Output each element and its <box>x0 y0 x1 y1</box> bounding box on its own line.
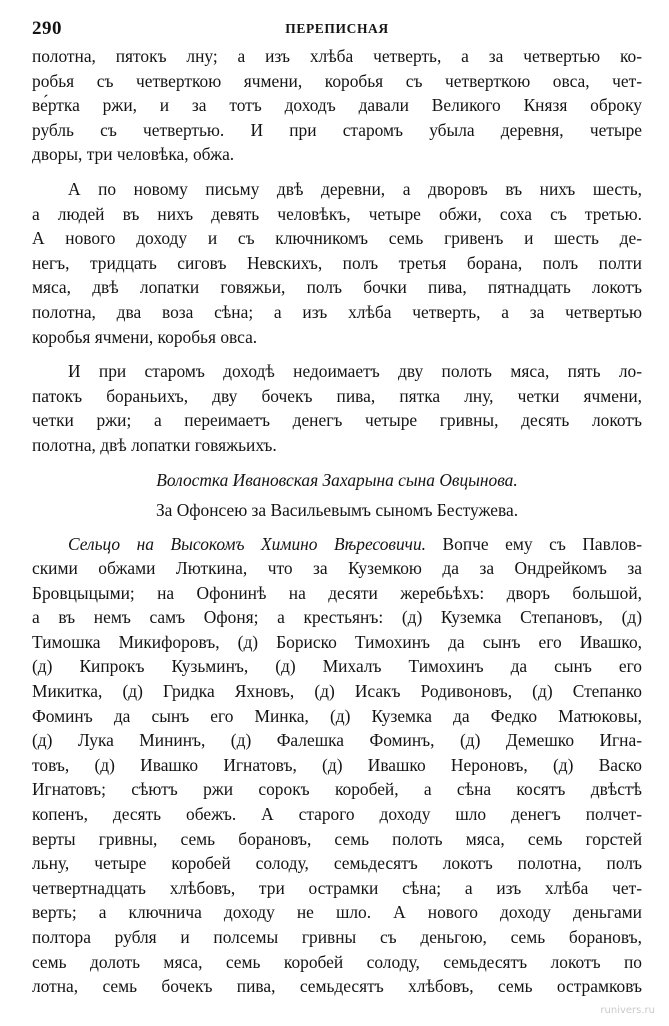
text-line: верты гривны, семь борановъ, семь полоть мяса, семь горстей <box>32 828 642 849</box>
text-line: полотна, два воза сѣна; а изъ хлѣба четверть, а за четвертью <box>32 301 642 322</box>
text-line: Тимошка Микифоровъ, (д) Бориско Тимохинъ да сынъ его Ивашко, <box>32 631 642 652</box>
text-line: (д) Кипрокъ Кузьминъ, (д) Михалъ Тимохинъ да сынъ его <box>32 656 642 677</box>
text-line: мяса, двѣ лопатки говяжьи, полъ бочки пива, пятнадцать локотъ <box>32 277 642 298</box>
text-line: товъ, (д) Ивашко Игнатовъ, (д) Ивашко Нероновъ, (д) Васко <box>32 754 642 775</box>
paragraph-1 <box>32 44 642 167</box>
paragraph-2 <box>32 177 642 349</box>
text-line: полотна, пятокъ лну; а изъ хлѣба четверть, а за четвертью ко- <box>32 46 642 66</box>
text-fragment: Вопче ему съ Павлов- <box>426 533 642 554</box>
text-line: скими обжами Люткина, что за Куземкою да за Ондрейкомъ за <box>32 558 642 579</box>
text-line: Микитка, (д) Гридка Яхновъ, (д) Исакъ Родивоновъ, (д) Степанко <box>32 681 642 702</box>
text-line: четвертнадцать хлѣбовъ, три острамки сѣна; а изъ хлѣба чет- <box>32 877 642 898</box>
text-line: дворы, три человѣка, обжа. <box>32 144 235 165</box>
text-line: (д) Лука Мининъ, (д) Фалешка Фоминъ, (д) Демешко Игна- <box>32 730 642 751</box>
text-line: лотна, семь бочекъ пива, семьдесятъ хлѣбовъ, семь острамковъ <box>32 976 642 997</box>
watermark: runivers.ru <box>600 1005 655 1016</box>
text-line: семь долоть мяса, семь коробей солоду, семьдесятъ локотъ по <box>32 951 642 972</box>
paragraph-4 <box>32 532 642 999</box>
text-line: И при старомъ доходѣ недоимаетъ дву полоть мяса, пять ло- <box>68 361 642 382</box>
text-line: четки ржи; а переимаетъ денегъ четыре гривны, десять локотъ <box>32 410 642 431</box>
text-line: верть; а ключнича доходу не шло. А нового доходу деньгами <box>32 902 642 923</box>
text-line: Бровцыцыми; на Офонинѣ на десяти жеребьѣхъ: дворъ большой, <box>32 582 642 603</box>
text-line: коробья ячмени, коробья овса. <box>32 326 258 347</box>
section-heading: Волостка Ивановская Захарына сына Овцынова. <box>156 469 518 490</box>
book-page <box>32 18 642 999</box>
running-title: ПЕРЕПИСНАЯ <box>285 21 389 36</box>
page-number: 290 <box>32 18 62 39</box>
text-line <box>32 532 642 557</box>
place-name: Сельцо на Высокомъ Химино Вѣресовичи. <box>68 533 426 554</box>
text-line: а въ немъ самъ Офоня; а крестьянъ: (д) Куземка Степановъ, (д) <box>32 607 642 628</box>
text-line: рубль съ четвертью. И при старомъ убыла деревня, четыре <box>32 119 642 140</box>
text-line: ве́ртка ржи, и за тотъ доходъ давали Великого Князя оброку <box>32 95 642 116</box>
text-line: Игнатовъ; сѣютъ ржи сорокъ коробей, а сѣна косятъ двѣстѣ <box>32 779 642 800</box>
page-header <box>32 18 642 44</box>
text-line: полтора рубля и полсемы гривны съ деньгою, семь борановъ, <box>32 927 642 947</box>
subheading: За Офонсею за Васильевымъ сыномъ Бестужева. <box>155 499 519 520</box>
text-line: негъ, тридцать сиговъ Невскихъ, полъ третья борана, полъ полти <box>32 252 642 273</box>
text-line: полотна, двѣ лопатки говяжьихъ. <box>32 434 277 455</box>
paragraph-3 <box>32 359 642 457</box>
text-line: А нового доходу и съ ключникомъ семь гривенъ и шесть де- <box>32 228 642 249</box>
text-line: Фоминъ да сынъ его Минка, (д) Куземка да Федко Матюковы, <box>32 705 642 726</box>
text-line: робья съ четверткою ячмени, коробья съ четверткою овса, чет- <box>32 70 642 91</box>
text-line: патокъ бораньихъ, дву бочекъ пива, пятка лну, четки ячмени, <box>32 385 642 406</box>
text-line: копенъ, десять обежъ. А старого доходу шло денегъ полчет- <box>32 804 642 825</box>
text-line: а людей въ нихъ девять человѣкъ, четыре обжи, соха съ третью. <box>32 203 642 224</box>
text-line: А по новому письму двѣ деревни, а дворовъ въ нихъ шесть, <box>68 178 642 199</box>
text-line: льну, четыре коробей солоду, семьдесятъ локотъ полотна, полъ <box>32 853 642 874</box>
